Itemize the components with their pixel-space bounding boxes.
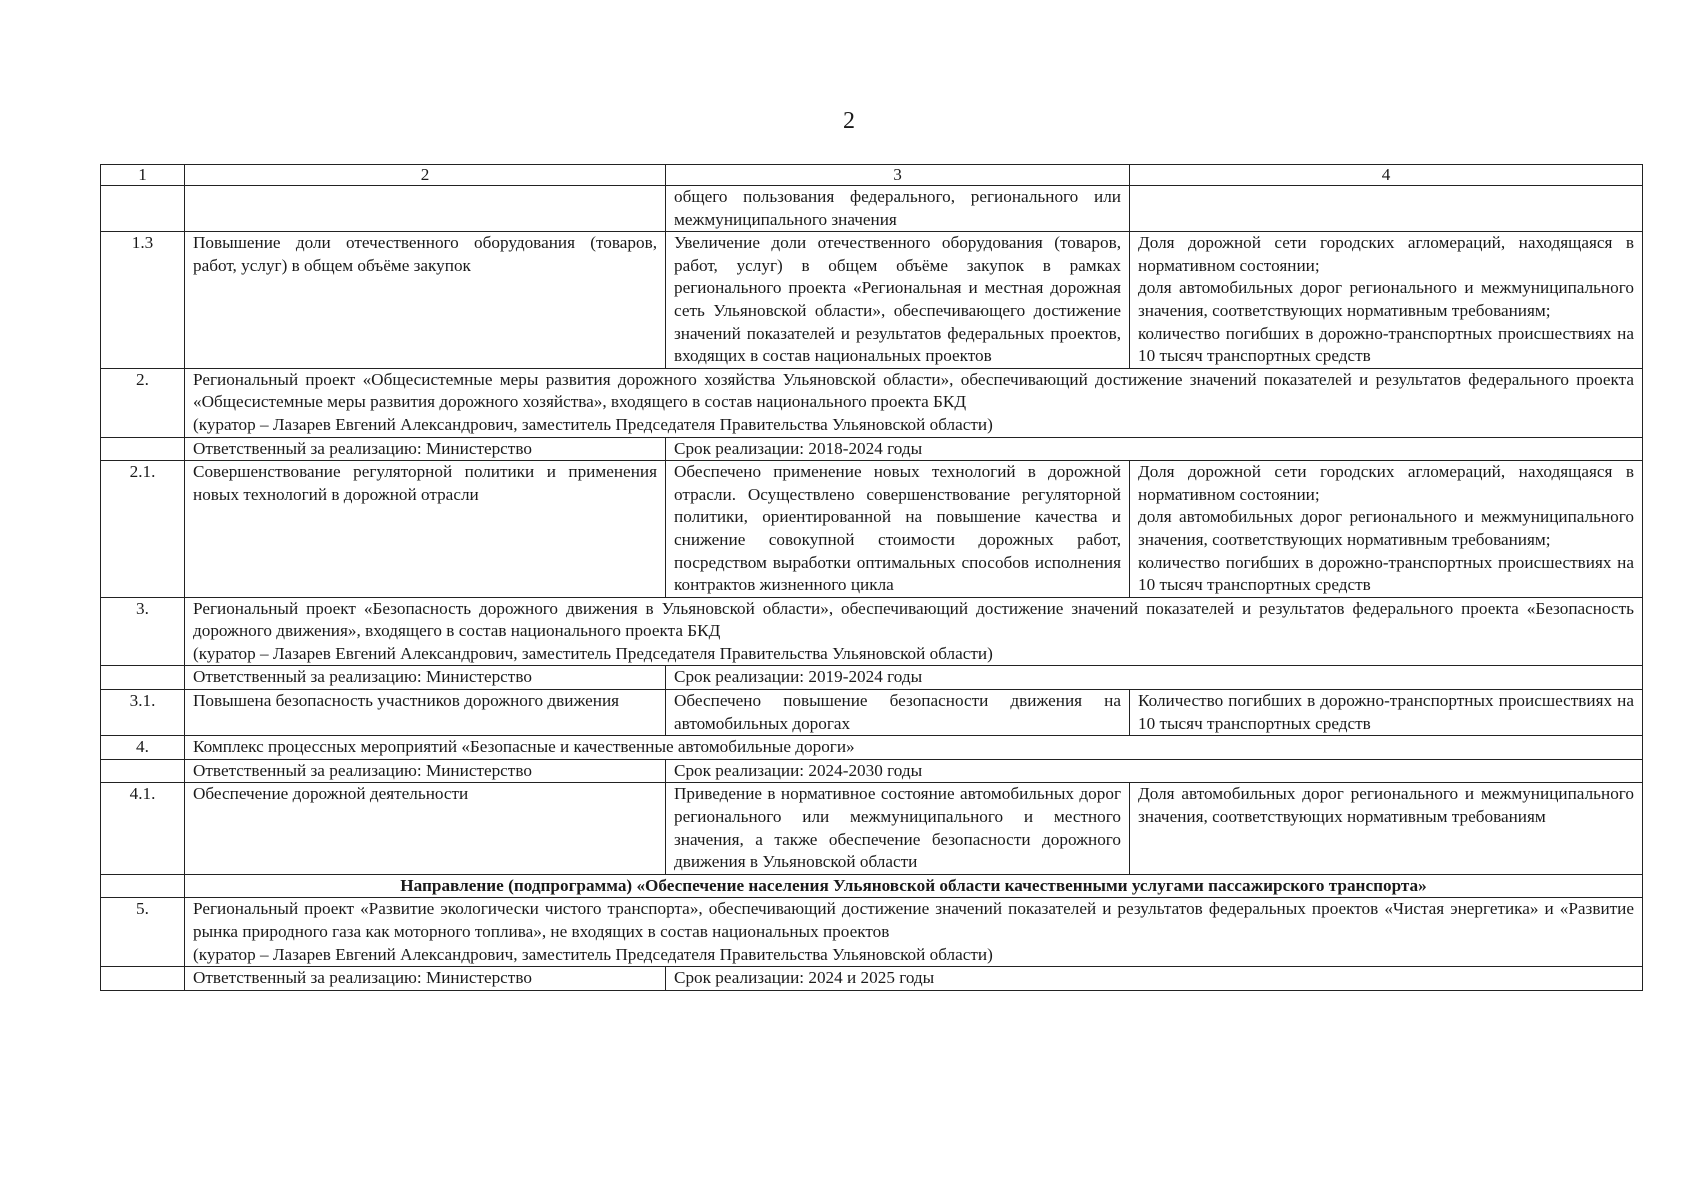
row-number bbox=[101, 967, 185, 991]
term-cell: Срок реализации: 2019-2024 годы bbox=[666, 666, 1643, 690]
project-text: Региональный проект «Безопасность дорожного движения в Ульяновской области», обеспечивающий достижение значений показателей и результатов федерального проекта «Безопасность дорожного движения», входящего в состав национального проекта БКД bbox=[193, 598, 1634, 641]
indicators-cell bbox=[1130, 461, 1643, 598]
indicator-line: Количество погибших в дорожно-транспортных происшествиях на 10 тысяч транспортных средств bbox=[1138, 691, 1634, 733]
indicator-line: количество погибших в дорожно-транспортных происшествиях на 10 тысяч транспортных средств bbox=[1138, 552, 1634, 595]
result-cell: общего пользования федерального, регионального или межмуниципального значения bbox=[666, 186, 1130, 232]
table-row-continuation bbox=[101, 186, 1643, 232]
indicator-line: Доля дорожной сети городских агломераций, находящаяся в нормативном состоянии; bbox=[1138, 233, 1634, 275]
row-number bbox=[101, 759, 185, 783]
term-cell: Срок реализации: 2024-2030 годы bbox=[666, 759, 1643, 783]
header-col-4: 4 bbox=[1130, 165, 1643, 186]
direction-heading: Направление (подпрограмма) «Обеспечение населения Ульяновской области качественными услугами пассажирского транспорта» bbox=[185, 874, 1643, 898]
program-table bbox=[100, 164, 1643, 991]
row-number: 2. bbox=[101, 368, 185, 437]
indicator-line: Доля автомобильных дорог регионального и межмуниципального значения, соответствующих нормативным требованиям bbox=[1138, 784, 1634, 827]
project-description bbox=[185, 597, 1643, 666]
table-header-row bbox=[101, 165, 1643, 186]
responsible-cell: Ответственный за реализацию: Министерство bbox=[185, 967, 666, 991]
indicator-line: Доля дорожной сети городских агломераций, находящаяся в нормативном состоянии; bbox=[1138, 462, 1634, 504]
project-2-meta-row bbox=[101, 437, 1643, 461]
direction-row bbox=[101, 874, 1643, 898]
responsible-cell: Ответственный за реализацию: Министерство bbox=[185, 437, 666, 461]
project-description bbox=[185, 898, 1643, 967]
task-cell: Повышение доли отечественного оборудования (товаров, работ, услуг) в общем объёме закупок bbox=[185, 232, 666, 369]
responsible-cell: Ответственный за реализацию: Министерство bbox=[185, 759, 666, 783]
row-number: 2.1. bbox=[101, 461, 185, 598]
result-cell: Обеспечено применение новых технологий в дорожной отрасли. Осуществлено совершенствование регуляторной политики, ориентированной на повышение качества и снижение совокупной стоимости дорожных работ, посредством выработки оптимальных способов исполнения контрактов жизненного цикла bbox=[666, 461, 1130, 598]
indicators-cell bbox=[1130, 186, 1643, 232]
project-3-meta-row bbox=[101, 666, 1643, 690]
row-number: 3. bbox=[101, 597, 185, 666]
project-description bbox=[185, 368, 1643, 437]
task-cell: Обеспечение дорожной деятельности bbox=[185, 783, 666, 874]
project-text: Региональный проект «Развитие экологически чистого транспорта», обеспечивающий достижение значений показателей и результатов федеральных проектов «Чистая энергетика» и «Развитие рынка природного газа как моторного топлива», не входящих в состав национальных проектов bbox=[193, 899, 1634, 941]
project-curator: (куратор – Лазарев Евгений Александрович, заместитель Председателя Правительства Ульяновской области) bbox=[193, 414, 993, 434]
row-number: 5. bbox=[101, 898, 185, 967]
project-text: Региональный проект «Общесистемные меры развития дорожного хозяйства Ульяновской области», обеспечивающий достижение значений показателей и результатов федерального проекта «Общесистемные меры развития дорожного хозяйства», входящего в состав национального проекта БКД bbox=[193, 369, 1634, 412]
complex-4-meta-row bbox=[101, 759, 1643, 783]
term-cell: Срок реализации: 2024 и 2025 годы bbox=[666, 967, 1643, 991]
table-row-2-1 bbox=[101, 461, 1643, 598]
row-number bbox=[101, 874, 185, 898]
indicators-cell bbox=[1130, 232, 1643, 369]
task-cell: Совершенствование регуляторной политики и применения новых технологий в дорожной отрасли bbox=[185, 461, 666, 598]
header-col-3: 3 bbox=[666, 165, 1130, 186]
table-row-3-1 bbox=[101, 690, 1643, 736]
project-curator: (куратор – Лазарев Евгений Александрович, заместитель Председателя Правительства Ульяновской области) bbox=[193, 944, 993, 964]
project-row-3 bbox=[101, 597, 1643, 666]
project-5-meta-row bbox=[101, 967, 1643, 991]
indicator-line: количество погибших в дорожно-транспортных происшествиях на 10 тысяч транспортных средств bbox=[1138, 323, 1634, 366]
row-number bbox=[101, 437, 185, 461]
row-number bbox=[101, 666, 185, 690]
complex-description: Комплекс процессных мероприятий «Безопасные и качественные автомобильные дороги» bbox=[185, 736, 1643, 760]
row-number: 4.1. bbox=[101, 783, 185, 874]
result-cell: Увеличение доли отечественного оборудования (товаров, работ, услуг) в общем объёме закупок в рамках регионального проекта «Региональная и местная дорожная сеть Ульяновской области», обеспечивающего достижение значений показателей и результатов федеральных проектов, входящих в состав национальных проектов bbox=[666, 232, 1130, 369]
header-col-2: 2 bbox=[185, 165, 666, 186]
indicators-cell bbox=[1130, 690, 1643, 736]
result-cell: Приведение в нормативное состояние автомобильных дорог регионального или межмуниципального и местного значения, а также обеспечение безопасности дорожного движения в Ульяновской области bbox=[666, 783, 1130, 874]
row-number: 4. bbox=[101, 736, 185, 760]
table-row-1-3 bbox=[101, 232, 1643, 369]
row-number bbox=[101, 186, 185, 232]
complex-row-4 bbox=[101, 736, 1643, 760]
term-cell: Срок реализации: 2018-2024 годы bbox=[666, 437, 1643, 461]
row-number: 3.1. bbox=[101, 690, 185, 736]
row-number: 1.3 bbox=[101, 232, 185, 369]
project-row-5 bbox=[101, 898, 1643, 967]
page-number: 2 bbox=[843, 108, 855, 134]
result-cell: Обеспечено повышение безопасности движения на автомобильных дорогах bbox=[666, 690, 1130, 736]
task-cell bbox=[185, 186, 666, 232]
project-row-2 bbox=[101, 368, 1643, 437]
header-col-1: 1 bbox=[101, 165, 185, 186]
responsible-cell: Ответственный за реализацию: Министерство bbox=[185, 666, 666, 690]
table-row-4-1 bbox=[101, 783, 1643, 874]
indicators-cell bbox=[1130, 783, 1643, 874]
indicator-line: доля автомобильных дорог регионального и межмуниципального значения, соответствующих нормативным требованиям; bbox=[1138, 278, 1634, 320]
project-curator: (куратор – Лазарев Евгений Александрович, заместитель Председателя Правительства Ульяновской области) bbox=[193, 643, 993, 663]
indicator-line: доля автомобильных дорог регионального и межмуниципального значения, соответствующих нормативным требованиям; bbox=[1138, 507, 1634, 549]
task-cell: Повышена безопасность участников дорожного движения bbox=[185, 690, 666, 736]
